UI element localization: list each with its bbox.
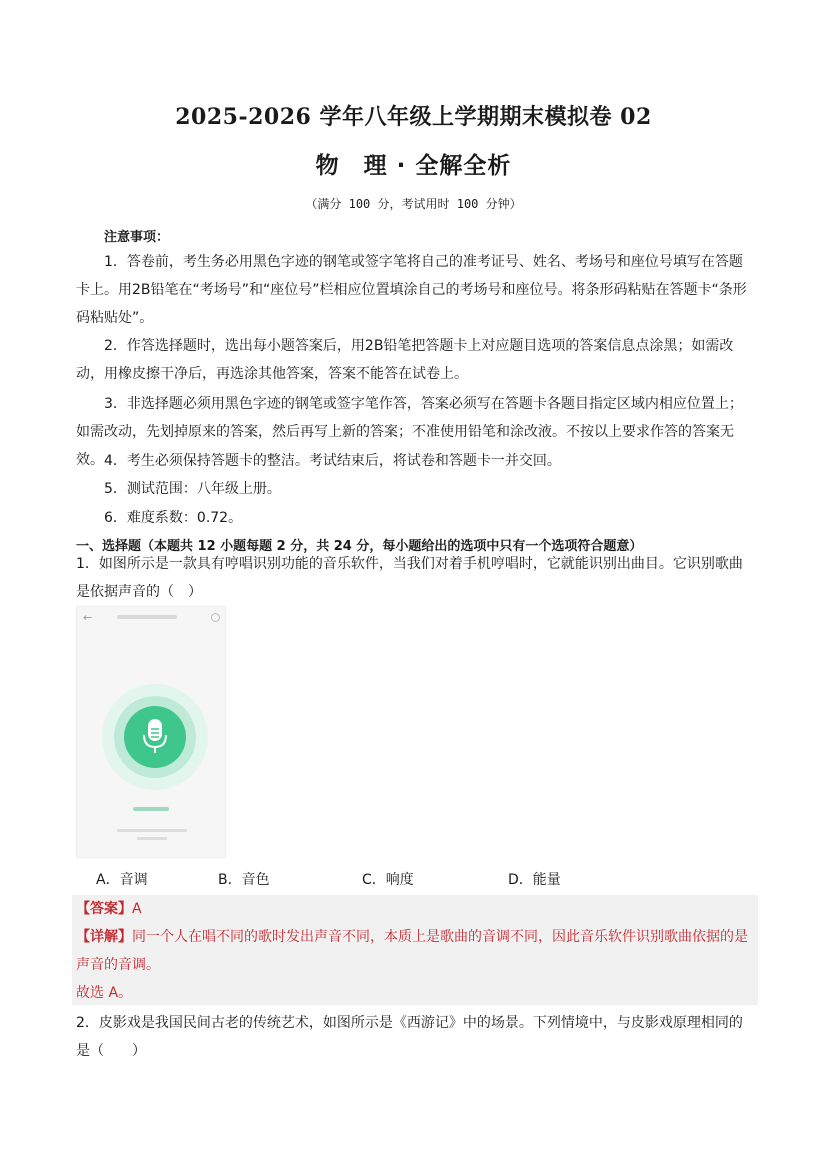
detail-text: 同一个人在唱不同的歌时发出声音不同，本质上是歌曲的音调不同，因此音乐软件识别歌曲依据的是声音的音调。 bbox=[76, 929, 748, 973]
back-arrow-icon: ← bbox=[83, 611, 93, 624]
question-2-stem: 2．皮影戏是我国民间古老的传统艺术，如图所示是《西游记》中的场景。下列情境中，与皮影戏原理相同的是（ ） bbox=[76, 1015, 743, 1059]
detail-line bbox=[76, 923, 756, 979]
info-icon bbox=[211, 613, 220, 622]
question-1-stem: 1．如图所示是一款具有哼唱识别功能的音乐软件，当我们对着手机哼唱时，它就能识别出曲目。它识别歌曲是依据声音的（ ） bbox=[76, 556, 743, 600]
option-d: D．能量 bbox=[508, 872, 561, 888]
app-header-placeholder bbox=[117, 615, 177, 619]
page-title: 2025-2026 学年八年级上学期期末模拟卷 02 bbox=[175, 104, 652, 130]
notice-item-6: 6．难度系数：0.72。 bbox=[104, 510, 243, 526]
microphone-icon bbox=[140, 715, 170, 759]
notice-item-4: 4．考生必须保持答题卡的整洁。考试结束后，将试卷和答题卡一并交回。 bbox=[104, 453, 561, 469]
answer-line bbox=[76, 895, 756, 923]
phone-screenshot-figure bbox=[76, 606, 226, 858]
notice-title: 注意事项： bbox=[104, 230, 170, 245]
page-subtitle: 物 理 · 全解全析 bbox=[315, 153, 512, 179]
exam-meta: （满分 100 分，考试用时 100 分钟） bbox=[305, 197, 522, 211]
detail-label: 【详解】 bbox=[76, 929, 132, 945]
hint-text-placeholder bbox=[117, 829, 187, 832]
option-a: A．音调 bbox=[96, 872, 148, 888]
answer-value: A bbox=[132, 901, 142, 917]
status-text-placeholder bbox=[133, 807, 169, 811]
conclusion-line: 故选 A。 bbox=[76, 985, 133, 1001]
answer-label: 【答案】 bbox=[76, 901, 132, 917]
hint-text-placeholder-2 bbox=[137, 837, 167, 840]
option-b: B．音色 bbox=[218, 872, 270, 888]
notice-item-3: 3．非选择题必须用黑色字迹的钢笔或签字笔作答，答案必须写在答题卡各题目指定区域内相应位置上；如需改动，先划掉原来的答案，然后再写上新的答案；不准使用铅笔和涂改液。不按以上要求作答的答案无效。 bbox=[76, 396, 743, 468]
option-c: C．响度 bbox=[362, 872, 414, 888]
notice-item-2: 2．作答选择题时，选出每小题答案后，用2B铅笔把答题卡上对应题目选项的答案信息点涂黑；如需改动，用橡皮擦干净后，再选涂其他答案，答案不能答在试卷上。 bbox=[76, 338, 734, 382]
notice-item-1: 1．答卷前，考生务必用黑色字迹的钢笔或签字笔将自己的准考证号、姓名、考场号和座位号填写在答题卡上。用2B铅笔在“考场号”和“座位号”栏相应位置填涂自己的考场号和座位号。将条形码粘贴在答题卡“条形码粘贴处”。 bbox=[76, 254, 747, 326]
app-top-bar bbox=[77, 607, 225, 631]
section-heading: 一、选择题（本题共 12 小题每题 2 分，共 24 分，每小题给出的选项中只有一个选项符合题意） bbox=[76, 539, 643, 554]
notice-item-5: 5．测试范围：八年级上册。 bbox=[104, 481, 281, 497]
